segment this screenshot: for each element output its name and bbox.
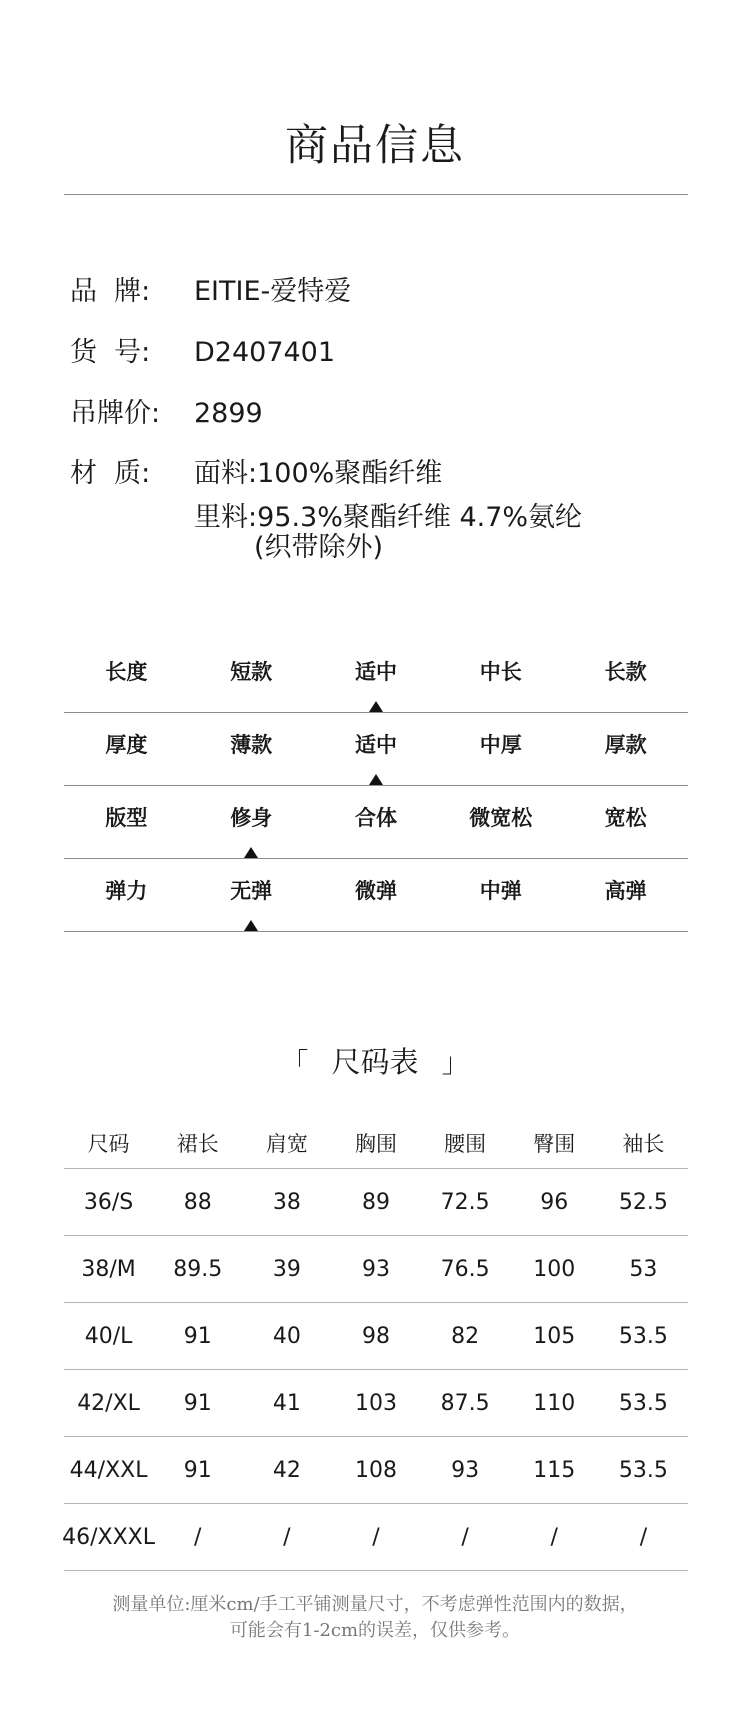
size-value: 52.5 — [618, 1190, 668, 1215]
measurement-note-line-2: 可能会有1-2cm的误差，仅供参考。 — [229, 1620, 521, 1641]
size-label: 38/M — [81, 1257, 136, 1282]
size-value: / — [193, 1525, 202, 1550]
size-value: 93 — [451, 1458, 480, 1483]
size-value: 38 — [272, 1190, 301, 1215]
sku-value: D2407401 — [194, 337, 336, 368]
size-value: 89 — [361, 1190, 390, 1215]
attribute-row — [64, 859, 688, 932]
column-header: 袖长 — [622, 1132, 665, 1156]
column-header: 裙长 — [176, 1132, 219, 1156]
measurement-note — [0, 1592, 750, 1644]
column-header: 胸围 — [354, 1132, 397, 1156]
attribute-label: 厚度 — [105, 733, 148, 757]
attribute-row — [64, 786, 688, 859]
size-value: 91 — [183, 1458, 212, 1483]
attribute-option: 无弹 — [230, 879, 273, 903]
size-value: 72.5 — [440, 1190, 490, 1215]
size-value: 88 — [183, 1190, 212, 1215]
attribute-option: 宽松 — [604, 806, 647, 830]
column-header: 尺码 — [87, 1132, 130, 1156]
size-label: 42/XL — [77, 1391, 140, 1416]
size-value: 91 — [183, 1391, 212, 1416]
size-value: 40 — [272, 1324, 301, 1349]
size-value: 108 — [354, 1458, 397, 1483]
size-value: 115 — [533, 1458, 576, 1483]
material-label: 材 质: — [70, 458, 151, 489]
material-face: 面料:100%聚酯纤维 — [194, 458, 443, 489]
brand-label: 品 牌: — [70, 276, 151, 307]
table-row — [64, 1303, 688, 1370]
selected-marker-icon — [244, 920, 258, 931]
title-bracket-open: 「 — [281, 1048, 309, 1079]
page-title: 商品信息 — [285, 121, 465, 171]
size-value: 76.5 — [440, 1257, 490, 1282]
size-label: 40/L — [84, 1324, 133, 1349]
size-label: 36/S — [83, 1190, 134, 1215]
size-label: 44/XXL — [69, 1458, 148, 1483]
size-label: 46/XXXL — [62, 1525, 156, 1550]
table-row — [64, 1437, 688, 1504]
attribute-label: 版型 — [105, 806, 148, 830]
size-chart-title-text: 尺码表 — [331, 1045, 419, 1079]
attribute-option: 微弹 — [354, 879, 397, 903]
column-header: 腰围 — [444, 1132, 487, 1156]
size-chart-title — [0, 1040, 750, 1081]
size-value: / — [639, 1525, 648, 1550]
table-row — [64, 1504, 688, 1571]
size-value: 53.5 — [618, 1391, 668, 1416]
attribute-option: 厚款 — [604, 733, 647, 757]
selected-marker-icon — [369, 701, 383, 712]
size-value: 110 — [533, 1391, 576, 1416]
attribute-option: 中厚 — [479, 733, 522, 757]
material-note: (织带除外) — [254, 532, 384, 563]
size-value: 105 — [533, 1324, 576, 1349]
attribute-label: 弹力 — [105, 879, 148, 903]
sku-label: 货 号: — [70, 337, 151, 368]
material-lining: 里料:95.3%聚酯纤维 4.7%氨纶 — [194, 502, 583, 533]
size-value: / — [550, 1525, 558, 1550]
size-value: 91 — [183, 1324, 212, 1349]
selected-marker-icon — [244, 847, 258, 858]
attribute-option: 薄款 — [230, 733, 273, 757]
size-value: / — [372, 1525, 380, 1550]
row-divider — [64, 1570, 688, 1571]
attribute-option: 微宽松 — [469, 806, 533, 830]
size-value: 42 — [272, 1458, 301, 1483]
attribute-label: 长度 — [105, 660, 148, 684]
measurement-note-line-1: 测量单位:厘米cm/手工平铺测量尺寸，不考虑弹性范围内的数据， — [112, 1594, 638, 1615]
size-value: 98 — [361, 1324, 390, 1349]
attribute-option: 短款 — [230, 660, 273, 684]
row-divider — [64, 931, 688, 932]
price-label: 吊牌价: — [70, 398, 161, 429]
column-header: 臀围 — [533, 1132, 576, 1156]
table-row — [64, 1169, 688, 1236]
size-value: 82 — [451, 1324, 480, 1349]
size-value: 96 — [540, 1190, 569, 1215]
size-value: 41 — [272, 1391, 301, 1416]
column-header: 肩宽 — [265, 1132, 308, 1156]
attribute-option: 长款 — [604, 660, 647, 684]
brand-value: EITIE-爱特爱 — [194, 276, 352, 307]
attribute-option: 中弹 — [479, 879, 522, 903]
size-value: 100 — [533, 1257, 576, 1282]
table-row — [64, 1236, 688, 1303]
table-row — [64, 1370, 688, 1437]
size-value: 53.5 — [618, 1458, 668, 1483]
size-value: 39 — [272, 1257, 301, 1282]
size-value: 53 — [629, 1257, 658, 1282]
title-divider — [64, 194, 688, 195]
attribute-option: 中长 — [479, 660, 522, 684]
attribute-row — [64, 713, 688, 786]
size-value: 89.5 — [173, 1257, 223, 1282]
attribute-option: 适中 — [354, 733, 397, 757]
title-bracket-close: 」 — [441, 1048, 469, 1079]
attribute-option: 合体 — [354, 806, 397, 830]
size-value: 87.5 — [440, 1391, 490, 1416]
size-value: 103 — [354, 1391, 397, 1416]
size-value: 53.5 — [618, 1324, 668, 1349]
attribute-option: 适中 — [354, 660, 397, 684]
attribute-row — [64, 640, 688, 713]
size-table-header — [64, 1110, 688, 1169]
price-value: 2899 — [194, 398, 263, 429]
selected-marker-icon — [369, 774, 383, 785]
size-value: 93 — [361, 1257, 390, 1282]
size-value: / — [461, 1525, 469, 1550]
attribute-option: 高弹 — [604, 879, 647, 903]
size-value: / — [283, 1525, 291, 1550]
attribute-option: 修身 — [230, 806, 273, 830]
size-table — [64, 1110, 688, 1571]
